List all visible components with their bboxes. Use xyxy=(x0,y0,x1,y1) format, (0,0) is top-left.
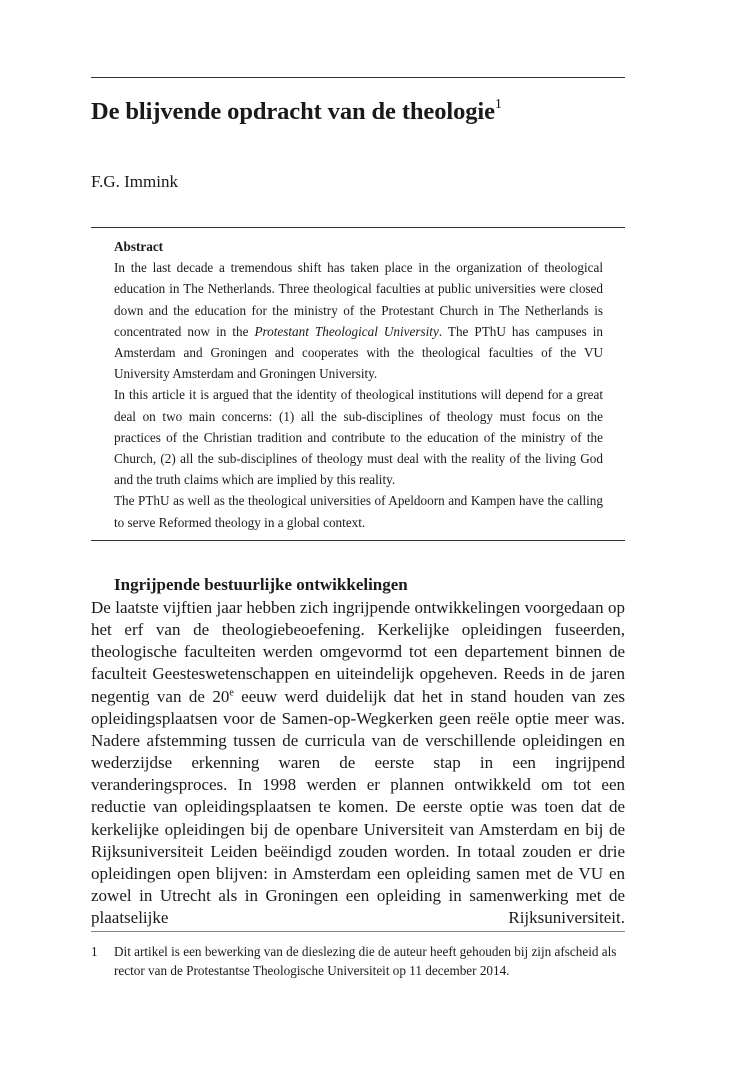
abstract-p1-text-b: . The PThU has campuses in Amsterdam and Groningen and cooperates with the theological faculties of the VU University Amsterdam and Groningen University. xyxy=(114,323,603,382)
title-footnote-mark[interactable]: 1 xyxy=(494,96,502,112)
abstract-p1-text-a: In the last decade a tremendous shift has taken place in the organization of theological education in The Netherlands. Three theological faculties at public universities were closed down and the education for the ministry of the Protestant Church in The Netherlands is concentrated now in the xyxy=(114,260,603,339)
footnote-text: Dit artikel is een bewerking van de dieslezing die de auteur heeft gehouden bij zijn afscheid als rector van de Protestantse Theologische Universiteit op 11 december 2014. xyxy=(114,944,617,978)
footnote-number: 1 xyxy=(91,944,98,959)
footnote xyxy=(91,942,625,980)
section-heading: Ingrijpende bestuurlijke ontwikkelingen xyxy=(114,575,408,594)
abstract-top-rule xyxy=(91,227,625,228)
abstract-paragraph-1 xyxy=(114,257,603,384)
body-paragraph xyxy=(91,597,625,929)
body-text-b: eeuw werd duidelijk dat het in stand houden van zes opleidingsplaatsen voor de Samen-op-Wegkerken geen reële optie meer was. Nadere afstemming tussen de curricula van de verschillende opleidingen en wederzijdse erkenning waren de eerste stap in een ingrijpend veranderingsproces. In 1998 werden er plannen ontwikkeld om tot een reductie van opleidingsplaatsen te komen. De eerste optie was toen dat de kerkelijke opleidingen bij de openbare Universiteit van Amsterdam en bij de Rijksuniversiteit Leiden beëindigd zouden worden. In totaal zouden er drie opleidingen open blijven: in Amsterdam een opleiding samen met de VU en zowel in Utrecht als in Groningen een opleiding in samenwerking met de plaatselijke Rijksuniversiteit. xyxy=(91,686,625,928)
top-rule xyxy=(91,77,625,78)
body-text xyxy=(91,597,625,929)
body-text-a: De laatste vijftien jaar hebben zich ingrijpende ontwikkelingen voorgedaan op het erf van de theologiebeoefening. Kerkelijke opleidingen fuseerden, theologische faculteiten werden omgevormd tot een departement binnen de faculteit Geesteswetenschappen en uiteindelijk opgeheven. Reeds in de jaren negentig van de 20 xyxy=(91,598,625,706)
abstract-block xyxy=(114,236,603,533)
abstract-heading: Abstract xyxy=(114,239,164,254)
abstract-paragraph-2: In this article it is argued that the identity of theological institutions will depend for a great deal on two main concerns: (1) all the sub-disciplines of theology must focus on the practices of the Christian tradition and contribute to the education of the ministry of the Church, (2) all the sub-disciplines of theology must deal with the reality of the living God and the truth claims which are implied by this reality. xyxy=(114,387,603,488)
abstract-p1-italic: Protestant Theological University xyxy=(254,323,439,339)
footnote-rule xyxy=(91,931,625,932)
author-name: F.G. Immink xyxy=(91,172,178,191)
abstract-bottom-rule xyxy=(91,540,625,541)
article-title xyxy=(91,98,502,126)
abstract-paragraph-3: The PThU as well as the theological universities of Apeldoorn and Kampen have the calling to serve Reformed theology in a global context. xyxy=(114,493,603,530)
title-text: De blijvende opdracht van de theologie xyxy=(91,98,495,125)
body-superscript: e xyxy=(229,686,234,698)
